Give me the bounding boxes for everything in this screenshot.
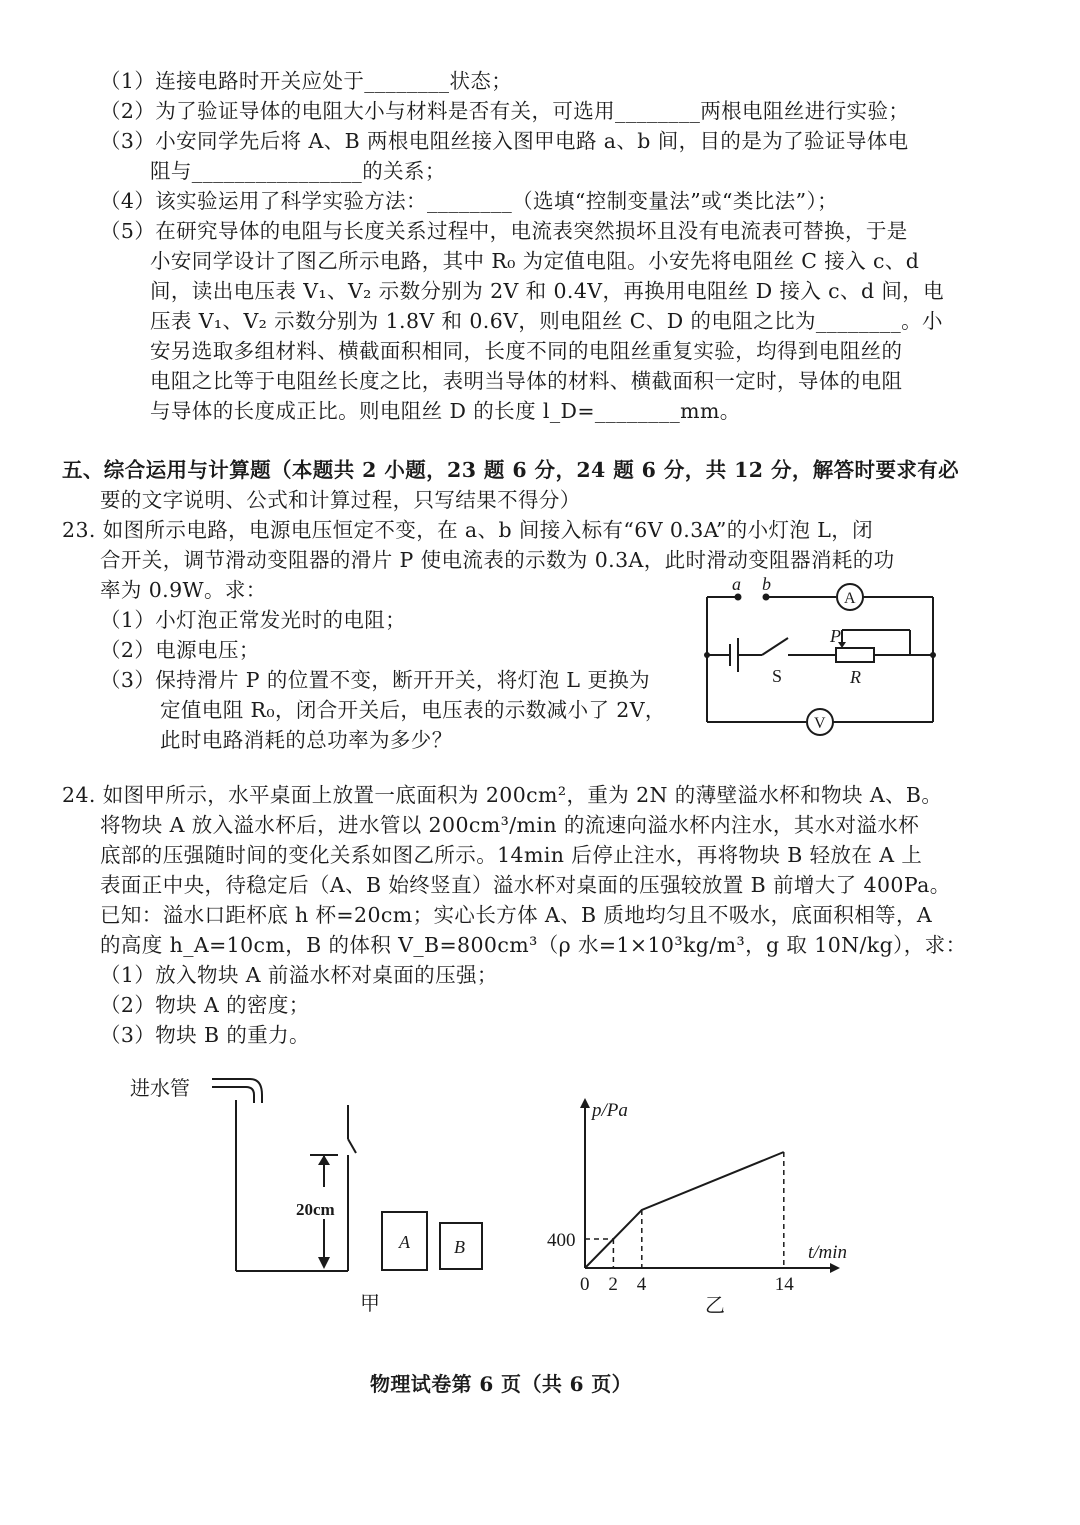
q24-line-5: 已知：溢水口距杯底 h 杯=20cm；实心长方体 A、B 质地均匀且不吸水，底面积相等，A <box>100 903 933 927</box>
q22-line-10: 安另选取多组材料、横截面积相同，长度不同的电阻丝重复实验，均得到电阻丝的 <box>150 339 903 363</box>
q24-line-7: （1）放入物块 A 前溢水杯对桌面的压强； <box>100 963 498 987</box>
q23-line-1: 23. 如图所示电路，电源电压恒定不变，在 a、b 间接入标有“6V 0.3A”的小灯泡 L，闭 <box>62 518 874 542</box>
circuit-label-a: a <box>732 574 741 594</box>
q24-line-6: 的高度 h_A=10cm，B 的体积 V_B=800cm³（ρ 水=1×10³kg/m³，g 取 10N/kg），求： <box>100 933 967 957</box>
q24-line-3: 底部的压强随时间的变化关系如图乙所示。14min 后停止注水，再将物块 B 轻放在 A 上 <box>100 843 923 867</box>
q23-line-5: （2）电源电压； <box>100 638 260 662</box>
x-tick-2: 2 <box>608 1274 618 1295</box>
section5-heading-cont: 要的文字说明、公式和计算过程，只写结果不得分） <box>100 488 581 512</box>
q22-line-8: 间，读出电压表 V₁、V₂ 示数分别为 2V 和 0.4V，再换用电阻丝 D 接入 c、d 间，电 <box>150 279 945 303</box>
height-20cm-label: 20cm <box>296 1200 335 1219</box>
circuit-label-b: b <box>762 574 771 594</box>
chart-xlabel: t/min <box>808 1242 848 1263</box>
voltmeter-symbol: V <box>814 715 826 732</box>
figure-jia-caption: 甲 <box>360 1293 380 1315</box>
q22-line-7: 小安同学设计了图乙所示电路，其中 R₀ 为定值电阻。小安先将电阻丝 C 接入 c、d <box>150 249 920 273</box>
q24-line-9: （3）物块 B 的重力。 <box>100 1023 310 1047</box>
q23-line-3: 率为 0.9W。求： <box>100 578 267 602</box>
q23-circuit-diagram <box>690 570 950 740</box>
switch-label: S <box>772 666 783 686</box>
x-tick-4: 4 <box>636 1274 647 1295</box>
q23-line-4: （1）小灯泡正常发光时的电阻； <box>100 608 407 632</box>
q24-line-4: 表面正中央，待稳定后（A、B 始终竖直）溢水杯对桌面的压强较放置 B 前增大了 400Pa。 <box>100 873 951 897</box>
x-tick-0: 0 <box>580 1274 590 1295</box>
q22-line-9: 压表 V₁、V₂ 示数分别为 1.8V 和 0.6V，则电阻丝 C、D 的电阻之比为________。小 <box>150 309 943 333</box>
q24-line-1: 24. 如图甲所示，水平桌面上放置一底面积为 200cm²，重为 2N 的薄壁溢水杯和物块 A、B。 <box>62 783 943 807</box>
pressure-line <box>585 1152 784 1268</box>
q22-line-12: 与导体的长度成正比。则电阻丝 D 的长度 l_D=________mm。 <box>150 399 741 423</box>
q24-line-2: 将物块 A 放入溢水杯后，进水管以 200cm³/min 的流速向溢水杯内注水，其水对溢水杯 <box>100 813 920 837</box>
page-footer: 物理试卷第 6 页（共 6 页） <box>370 1372 633 1396</box>
q22-line-6: （5）在研究导体的电阻与长度关系过程中，电流表突然损坏且没有电流表可替换，于是 <box>100 219 908 243</box>
x-tick-14: 14 <box>774 1274 794 1295</box>
q22-line-11: 电阻之比等于电阻丝长度之比，表明当导体的材料、横截面积一定时，导体的电阻 <box>150 369 903 393</box>
chart-ylabel: p/Pa <box>592 1100 628 1121</box>
figure-jia-overflow-cup <box>120 1065 510 1325</box>
q22-line-5: （4）该实验运用了科学实验方法：________（选填“控制变量法”或“类比法”）； <box>100 189 839 213</box>
q22-line-1: （1）连接电路时开关应处于________状态； <box>100 69 513 93</box>
q22-line-2: （2）为了验证导体的电阻大小与材料是否有关，可选用________两根电阻丝进行实验； <box>100 99 910 123</box>
ammeter-symbol: A <box>844 590 856 607</box>
figure-yi-caption: 乙 <box>705 1295 725 1317</box>
figure-yi-pressure-chart <box>540 1090 880 1320</box>
q22-line-3: （3）小安同学先后将 A、B 两根电阻丝接入图甲电路 a、b 间，目的是为了验证导体电 <box>100 129 909 153</box>
rheostat-label: R <box>850 667 861 687</box>
q23-line-7: 定值电阻 R₀，闭合开关后，电压表的示数减小了 2V， <box>160 698 666 722</box>
block-a-label: A <box>399 1232 410 1252</box>
q23-line-6: （3）保持滑片 P 的位置不变，断开开关，将灯泡 L 更换为 <box>100 668 651 692</box>
q22-line-4: 阻与________________的关系； <box>150 159 446 183</box>
section5-heading: 五、综合运用与计算题（本题共 2 小题，23 题 6 分，24 题 6 分，共 12 分，解答时要求有必 <box>62 458 960 482</box>
q23-line-8: 此时电路消耗的总功率为多少？ <box>160 728 453 752</box>
block-b-label: B <box>454 1237 465 1257</box>
slider-label: P <box>830 626 841 646</box>
inlet-pipe-label: 进水管 <box>130 1078 190 1100</box>
y-tick-400: 400 <box>547 1230 576 1251</box>
q24-line-8: （2）物块 A 的密度； <box>100 993 310 1017</box>
q23-line-2: 合开关，调节滑动变阻器的滑片 P 使电流表的示数为 0.3A，此时滑动变阻器消耗的功 <box>100 548 895 572</box>
